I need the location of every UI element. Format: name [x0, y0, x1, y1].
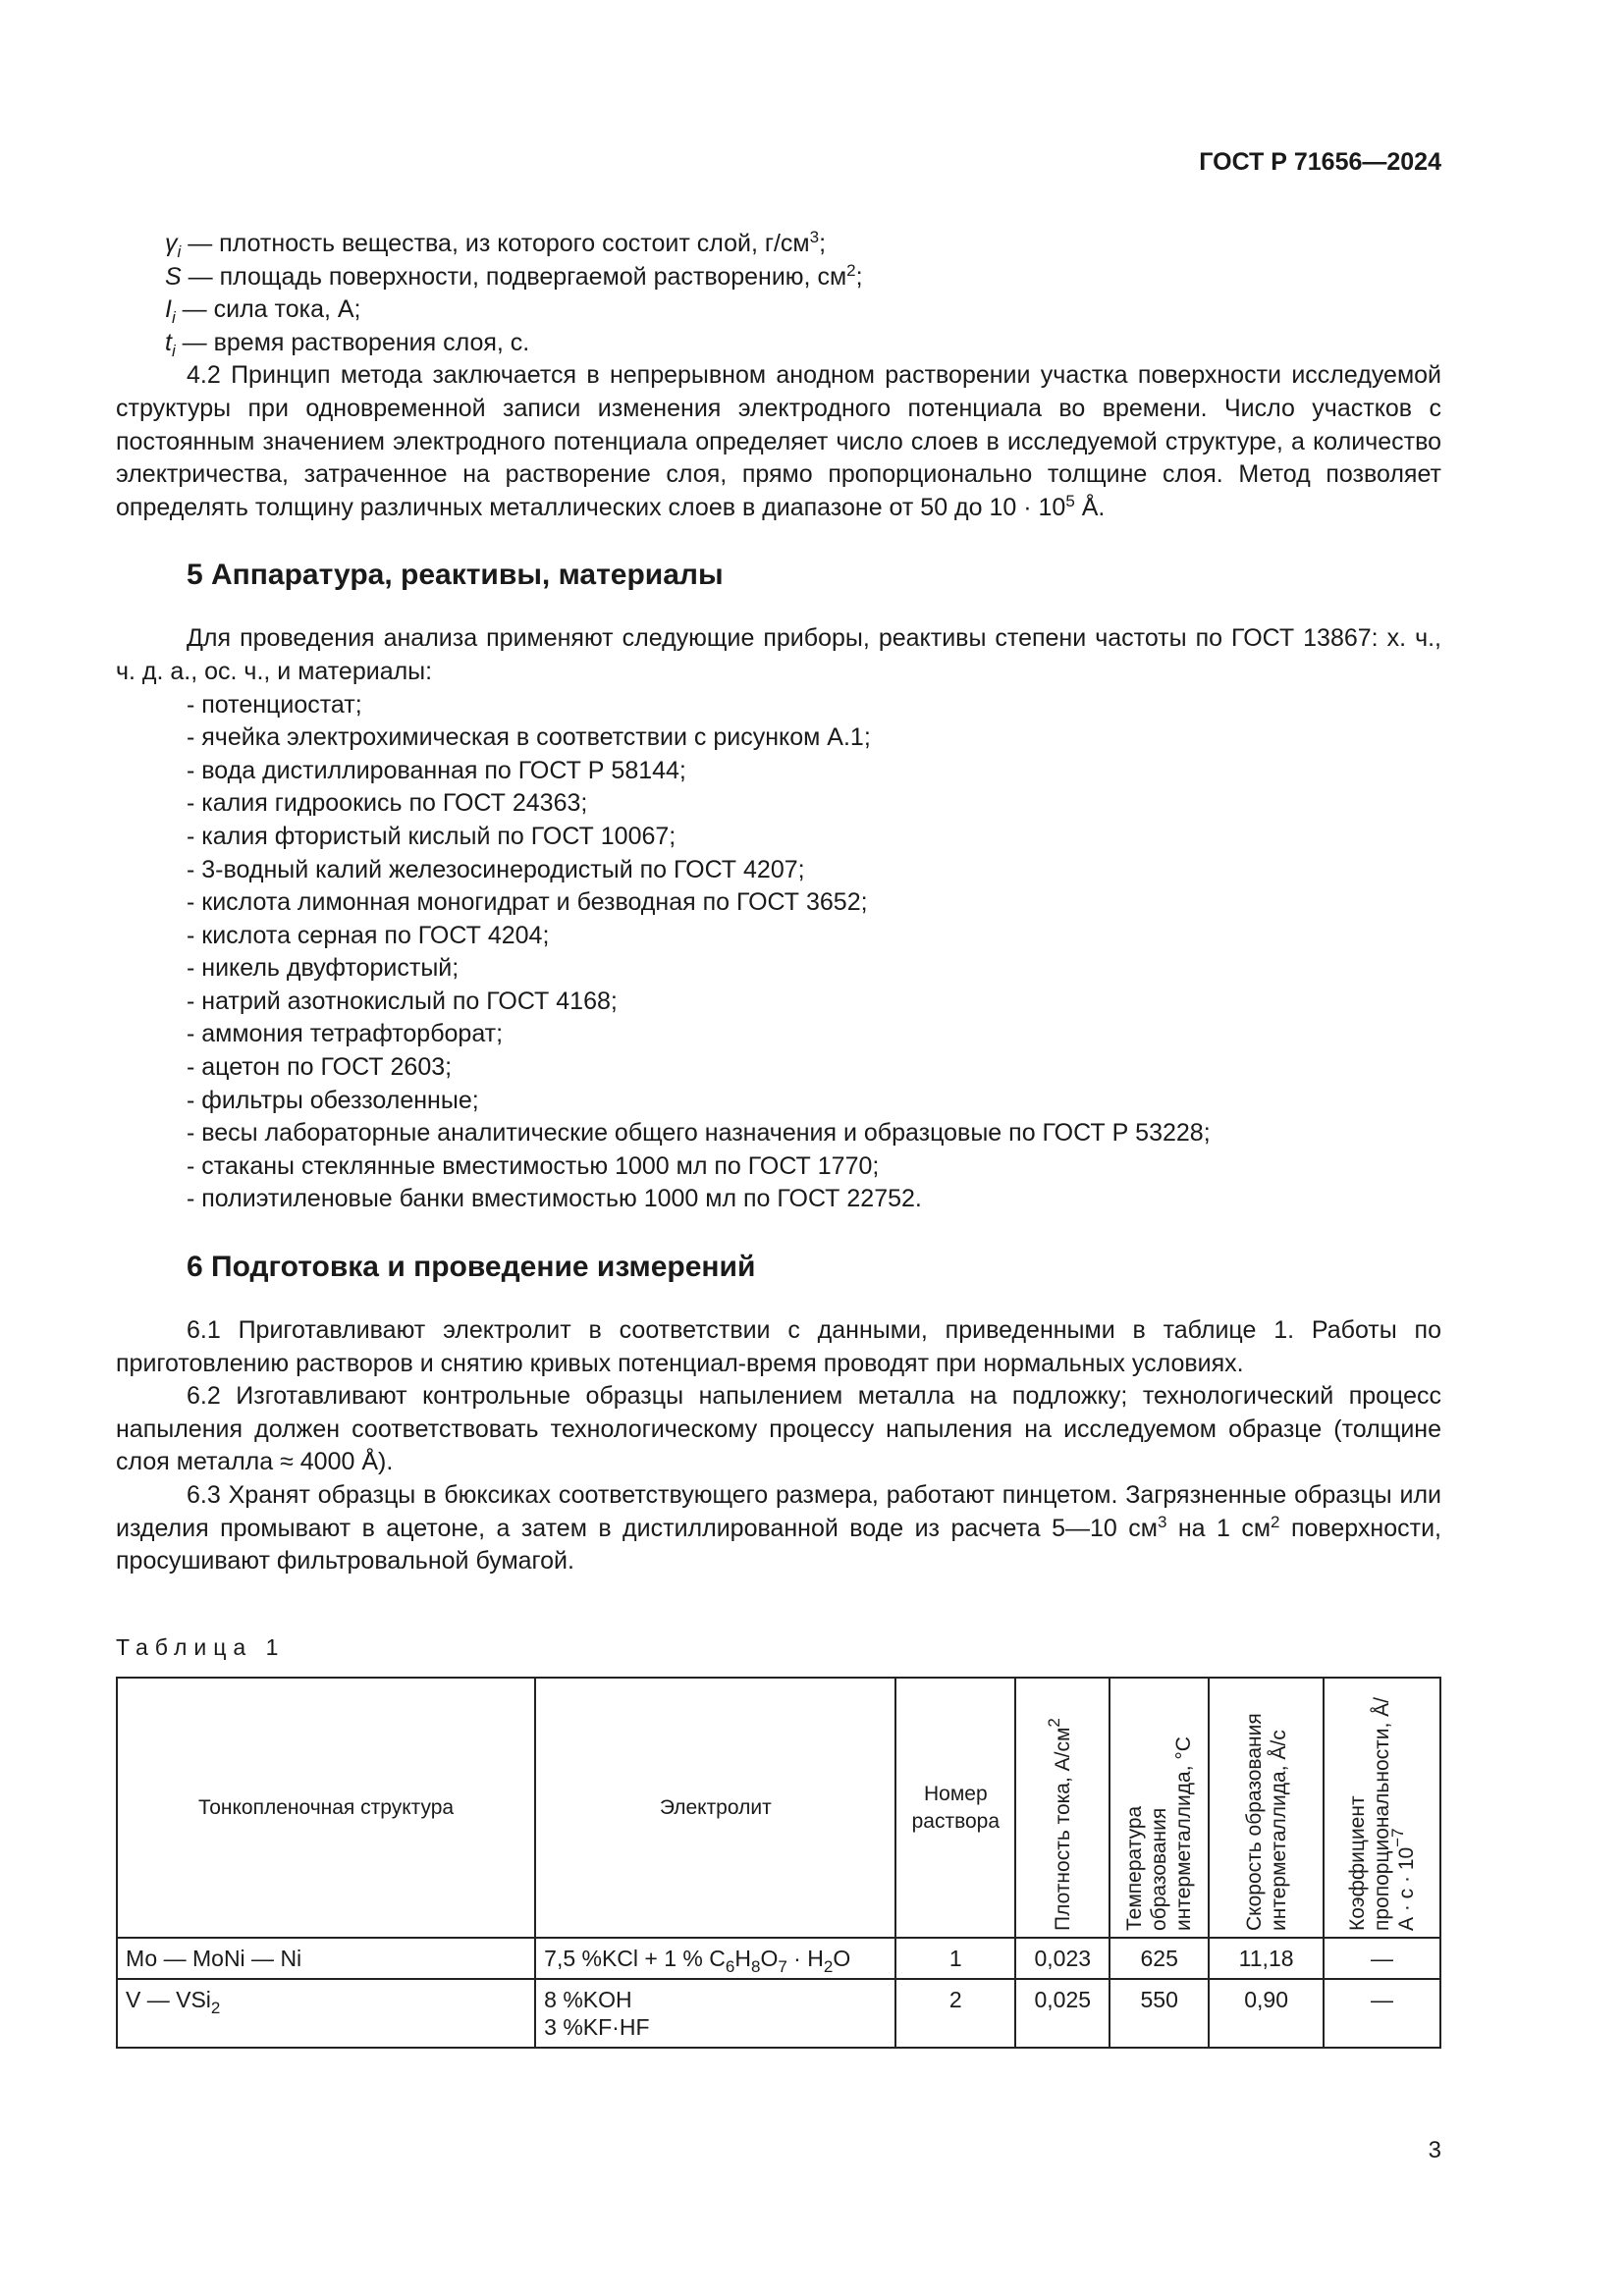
- list-item: - фильтры обеззоленные;: [187, 1086, 479, 1114]
- definition-row: $\gamma_i$ — плотность вещества, из которого состоит слой, $г/см^3$;: [165, 228, 827, 261]
- col-header-coefficient: Коэффициент пропорциональности, Å/А · $с \cdot 10^{-7}$: [1324, 1678, 1440, 1938]
- electrolyte-table: [116, 1677, 1441, 2049]
- cell-electrolyte: 8 %KOH 3 %KF·HF: [535, 1979, 895, 2048]
- col-header-structure: Тонкопленочная структура: [117, 1678, 535, 1938]
- page-number: 3: [1428, 2137, 1441, 2163]
- col-header-electrolyte: Электролит: [535, 1678, 895, 1938]
- list-item: - 3-водный калий железосинеродистый по ГОСТ 4207;: [187, 855, 805, 883]
- definitions-list: [116, 228, 1441, 359]
- paragraph-4-2: 4.2 Принцип метода заключается в непрерывном анодном растворении участка поверхности исследуемой структуры при одновременной записи изменения электродного потенциала во времени. Число участков с постоянным значением электродного потенциала определяет число слоев в исследуемой структуре, а количество электричества, затраченное на растворение слоя, прямо пропорционально толщине слоя. Метод позволяет определять толщину различных металлических слоев в диапазоне от 50 до $10 \cdot 10^5$ Å.: [116, 361, 1441, 521]
- list-item: - ацетон по ГОСТ 2603;: [187, 1053, 453, 1082]
- list-item: - кислота лимонная моногидрат и безводная по ГОСТ 3652;: [187, 888, 868, 917]
- cell-current-density: 0,025: [1015, 1979, 1110, 2048]
- list-item: - натрий азотнокислый по ГОСТ 4168;: [187, 987, 618, 1015]
- list-item: - калия фтористый кислый по ГОСТ 10067;: [187, 822, 677, 850]
- paragraph-6-3: 6.3 Хранят образцы в бюксиках соответствующего размера, работают пинцетом. Загрязненные образцы или изделия промывают в ацетоне, а затем в дистиллированной воде из расчета 5—10 $см^3$ на 1 $см^2$ поверхности, просушивают фильтровальной бумагой.: [116, 1481, 1441, 1575]
- cell-structure: Мо — MoNi — Ni: [117, 1938, 535, 1979]
- table-caption: Таблица 1: [116, 1634, 286, 1660]
- col-header-temperature: Температура образования интерметаллида, °С: [1110, 1678, 1209, 1938]
- list-item: - потенциостат;: [187, 690, 362, 719]
- cell-electrolyte: 7,5 %KCl + 1 % $C_6H_8O_7 \cdot H_2O$: [535, 1938, 895, 1979]
- definition-row: S — площадь поверхности, подвергаемой растворению, $см^2$;: [165, 260, 863, 291]
- document-header: ГОСТ Р 71656—2024: [1199, 148, 1441, 176]
- list-item: - весы лабораторные аналитические общего назначения и образцовые по ГОСТ Р 53228;: [187, 1119, 1211, 1148]
- cell-coefficient: —: [1324, 1938, 1440, 1979]
- table-row: [117, 1979, 1440, 2048]
- list-item: - вода дистиллированная по ГОСТ Р 58144;: [187, 756, 686, 784]
- cell-structure: V — VSi$_2$: [117, 1979, 535, 2048]
- cell-temperature: 550: [1110, 1979, 1209, 2048]
- symbol: $t_i$: [165, 328, 176, 360]
- list-item: - стаканы стеклянные вместимостью 1000 мл по ГОСТ 1770;: [187, 1151, 880, 1180]
- paragraph-6-2: 6.2 Изготавливают контрольные образцы напылением металла на подложку; технологический процесс напыления должен соответствовать технологическому процессу напыления на исследуемом образце (толщине слоя металла ≈ 4000 Å).: [116, 1382, 1441, 1476]
- definition-row: $I_i$ — сила тока, А;: [165, 295, 361, 328]
- list-item: - калия гидроокись по ГОСТ 24363;: [187, 789, 588, 818]
- col-header-current-density: Плотность тока, $А/см^2$: [1015, 1678, 1110, 1938]
- cell-coefficient: —: [1324, 1979, 1440, 2048]
- symbol: $\gamma_i$: [165, 230, 182, 261]
- cell-formation-rate: 0,90: [1209, 1979, 1324, 2048]
- section-6-title: 6 Подготовка и проведение измерений: [187, 1251, 756, 1284]
- table-row: [117, 1938, 1440, 1979]
- equipment-list: [116, 689, 1441, 1217]
- list-item: - кислота серная по ГОСТ 4204;: [187, 921, 550, 949]
- col-header-formation-rate: Скорость образования интерметаллида, Å/с: [1209, 1678, 1324, 1938]
- table-header-row: [117, 1678, 1440, 1938]
- cell-solution-number: 1: [895, 1938, 1015, 1979]
- cell-formation-rate: 11,18: [1209, 1938, 1324, 1979]
- definition-row: $t_i$ — время растворения слоя, с.: [165, 328, 530, 360]
- col-header-solution-number: Номер раствора: [895, 1678, 1015, 1938]
- list-item: - никель двуфтористый;: [187, 954, 460, 983]
- list-item: - аммония тетрафторборат;: [187, 1020, 504, 1048]
- cell-temperature: 625: [1110, 1938, 1209, 1979]
- cell-current-density: 0,023: [1015, 1938, 1110, 1979]
- section-5-intro: Для проведения анализа применяют следующие приборы, реактивы степени частоты по ГОСТ 13867: х. ч., ч. д. а., ос. ч., и материалы:: [116, 624, 1441, 685]
- list-item: - полиэтиленовые банки вместимостью 1000 мл по ГОСТ 22752.: [187, 1185, 922, 1213]
- paragraph-6-1: 6.1 Приготавливают электролит в соответствии с данными, приведенными в таблице 1. Работы по приготовлению растворов и снятию кривых потенциал-время проводят при нормальных условиях.: [116, 1316, 1441, 1377]
- section-5-title: 5 Аппаратура, реактивы, материалы: [187, 559, 724, 592]
- symbol: $I_i$: [165, 295, 176, 328]
- list-item: - ячейка электрохимическая в соответствии с рисунком А.1;: [187, 723, 871, 752]
- cell-solution-number: 2: [895, 1979, 1015, 2048]
- symbol: S: [165, 262, 182, 291]
- content: [116, 228, 1441, 1578]
